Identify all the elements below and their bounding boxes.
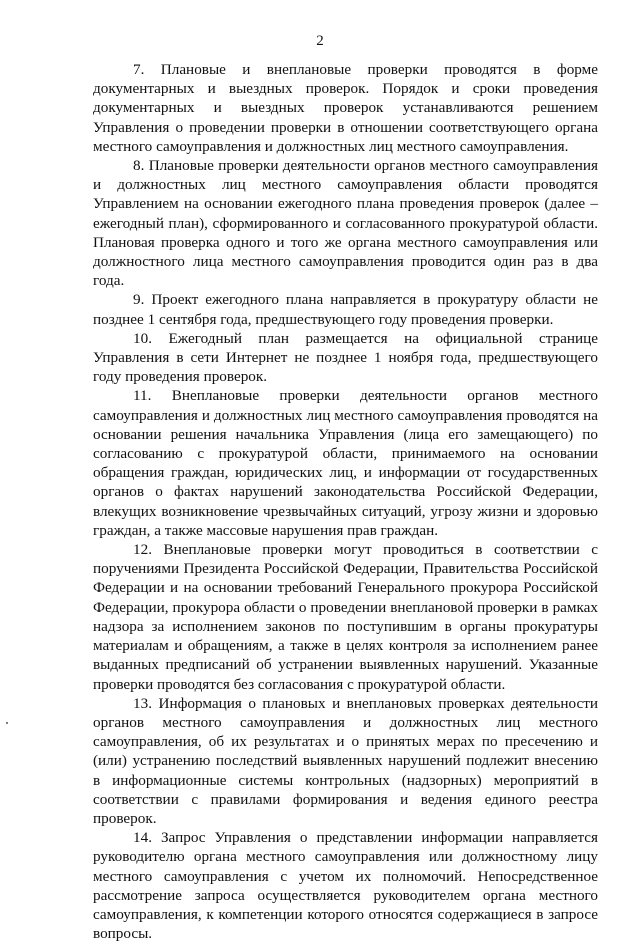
paragraph-12: 12. Внеплановые проверки могут проводиться в соответствии с поручениями Президента Российской Федерации, Правительства Российской Федерации и на основании требований Генерального прокурора Российской Федерации, прокурора области о проведении внеплановой проверки в рамках надзора за исполнением законов по поступившим в органы прокуратуры материалам и обращениям, а также в целях контроля за исполнением ранее выданных предписаний об устранении выявленных нарушений. Указанные проверки проводятся без согласования с прокуратурой области. xyxy=(93,541,598,693)
paragraph-9: 9. Проект ежегодного плана направляется в прокуратуру области не позднее 1 сентября года, предшествующего году проведения проверки. xyxy=(93,291,598,328)
paragraph-14: 14. Запрос Управления о представлении информации направляется руководителю органа местного самоуправления или должностному лицу местного самоуправления с учетом их полномочий. Непосредственное рассмотрение запроса осуществляется руководителем органа местного самоуправления, к компетенции которого относятся содержащиеся в запросе вопросы. xyxy=(93,829,598,943)
page-number: 2 xyxy=(316,33,324,49)
paragraph-10: 10. Ежегодный план размещается на официальной странице Управления в сети Интернет не позднее 1 ноября года, предшествующего году проведения проверок. xyxy=(93,329,598,386)
paragraph-7: 7. Плановые и внеплановые проверки проводятся в форме документарных и выездных проверок. Порядок и сроки проведения документарных и выездных проверок устанавливаются решением Управления о проведении проверки в отношении соответствующего органа местного самоуправления и должностных лиц местного самоуправления. xyxy=(93,61,598,155)
paragraph-8: 8. Плановые проверки деятельности органов местного самоуправления и должностных лиц местного самоуправления области проводятся Управлением на основании ежегодного плана проведения проверок (далее – ежегодный план), сформированного и согласованного прокуратурой области. Плановая проверка одного и того же органа местного самоуправления или должностного лица местного самоуправления проводится один раз в два года. xyxy=(93,157,598,290)
document-body xyxy=(93,60,598,943)
scan-margin-mark xyxy=(6,722,8,724)
paragraph-11: 11. Внеплановые проверки деятельности органов местного самоуправления и должностных лиц местного самоуправления проводятся на основании решения начальника Управления (лица его замещающего) по согласованию с прокуратурой области, принимаемого на основании обращения граждан, юридических лиц, и информации от государственных органов о фактах нарушений законодательства Российской Федерации, влекущих возникновение чрезвычайных ситуаций, угрозу жизни и здоровью граждан, а также массовые нарушения прав граждан. xyxy=(93,387,598,539)
paragraph-13: 13. Информация о плановых и внеплановых проверках деятельности органов местного самоуправления и должностных лиц местного самоуправления, об их результатах и о принятых мерах по пресечению и (или) устранению последствий выявленных нарушений подлежит внесению в информационные системы контрольных (надзорных) мероприятий в соответствии с правилами формирования и ведения единого реестра проверок. xyxy=(93,694,598,827)
